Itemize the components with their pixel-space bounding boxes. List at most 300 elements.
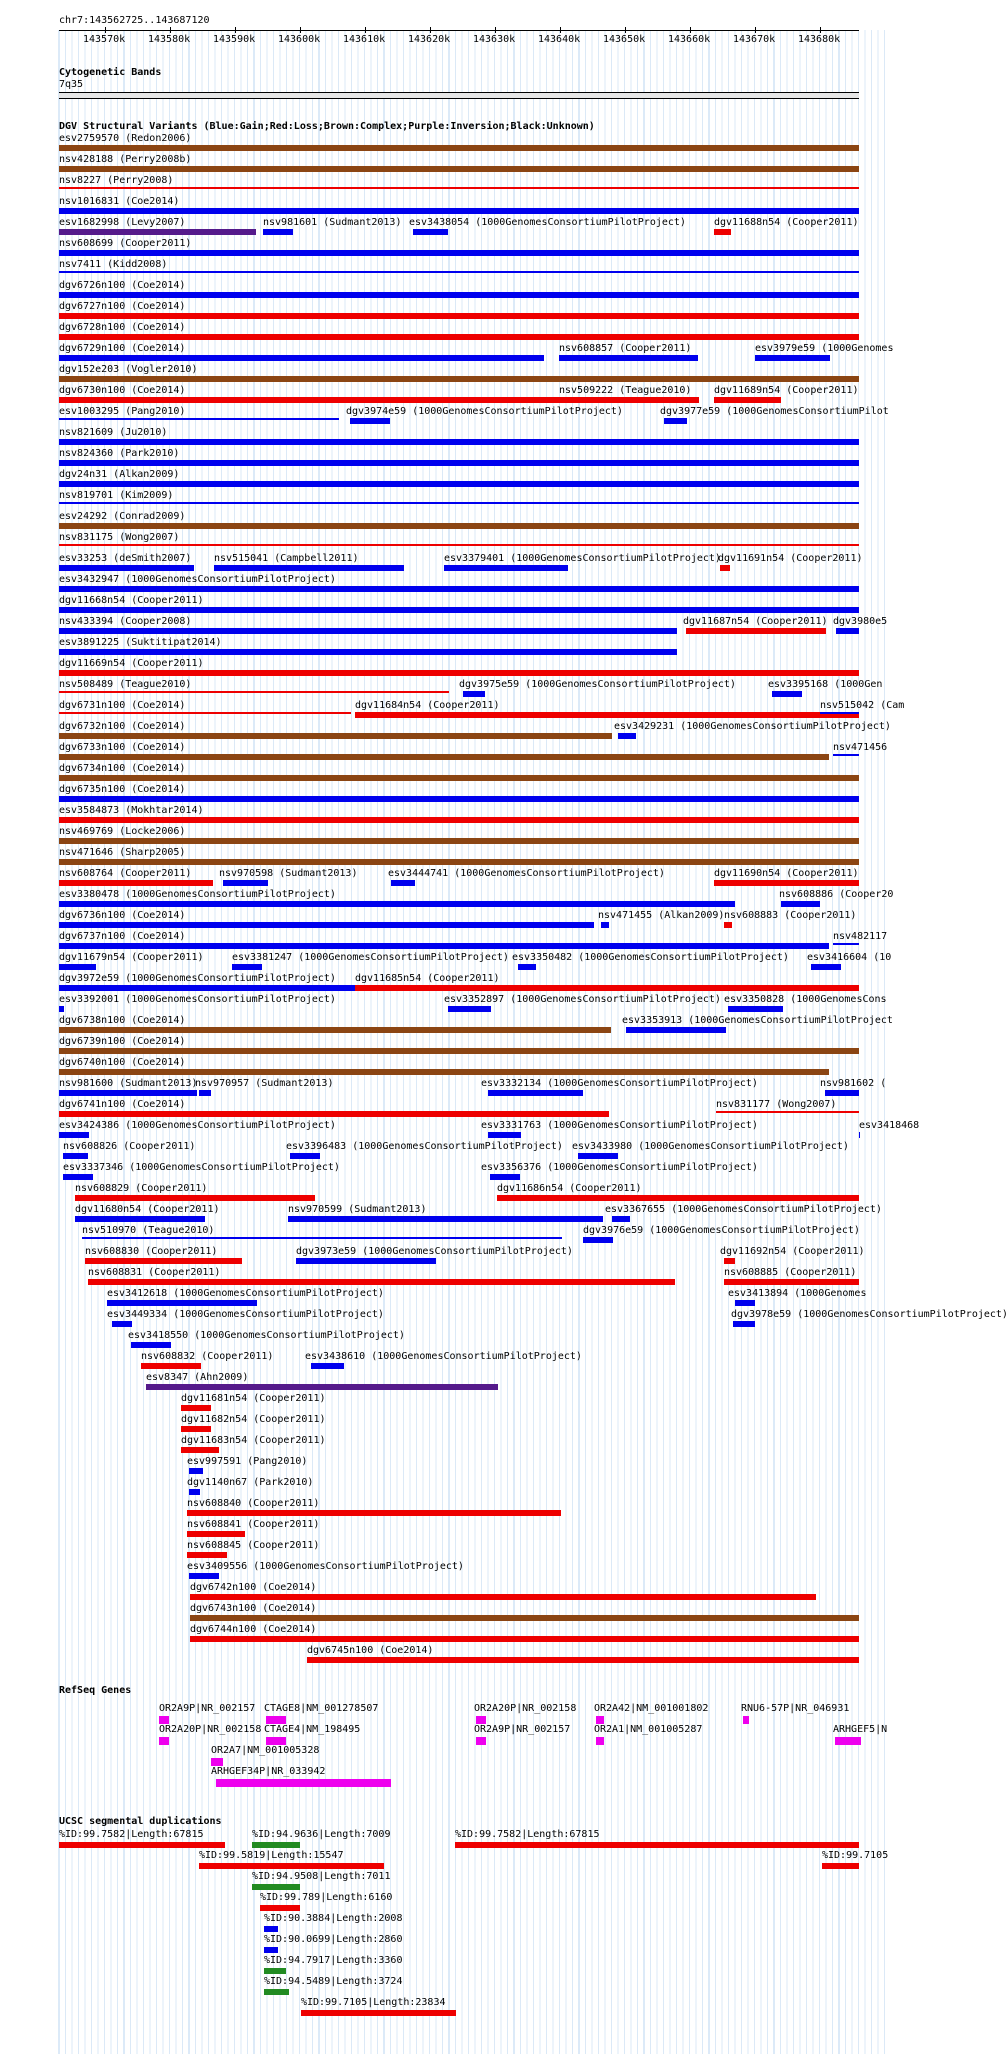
dgv-variant-bar[interactable] bbox=[59, 355, 544, 361]
dgv-variant-label: esv3418550 (1000GenomesConsortiumPilotProject) bbox=[128, 1330, 405, 1341]
dgv-variant-label: dgv3974e59 (1000GenomesConsortiumPilotProject) bbox=[346, 406, 623, 417]
dgv-variant-bar[interactable] bbox=[488, 1132, 521, 1138]
dgv-variant-label: dgv11688n54 (Cooper2011) bbox=[714, 217, 859, 228]
ruler-tick-label: 143620k bbox=[408, 34, 451, 45]
dgv-variant-label: nsv981602 ( bbox=[820, 1078, 887, 1089]
dgv-variant-label: dgv6736n100 (Coe2014) bbox=[59, 910, 186, 921]
refseq-gene-label: OR2A7|NM_001005328 bbox=[211, 1745, 320, 1756]
dgv-variant-bar[interactable] bbox=[716, 1111, 859, 1113]
segdup-bar[interactable] bbox=[455, 1842, 859, 1848]
dgv-variant-label: esv3380478 (1000GenomesConsortiumPilotProject) bbox=[59, 889, 336, 900]
cytoband-border[interactable] bbox=[59, 92, 859, 93]
dgv-variant-label: esv3979e59 (1000Genomes bbox=[755, 343, 894, 354]
dgv-variant-label: esv3444741 (1000GenomesConsortiumPilotProject) bbox=[388, 868, 665, 879]
dgv-variant-label: dgv24n31 (Alkan2009) bbox=[59, 469, 180, 480]
dgv-variant-label: nsv471455 (Alkan2009) bbox=[598, 910, 725, 921]
refseq-gene-bar[interactable] bbox=[835, 1737, 861, 1745]
refseq-gene-bar[interactable] bbox=[476, 1737, 486, 1745]
dgv-variant-label: esv3331763 (1000GenomesConsortiumPilotProject) bbox=[481, 1120, 758, 1131]
dgv-variant-bar[interactable] bbox=[413, 229, 448, 235]
dgv-variant-bar[interactable] bbox=[612, 1216, 630, 1222]
cytoband-border[interactable] bbox=[59, 98, 859, 99]
dgv-variant-label: nsv7411 (Kidd2008) bbox=[59, 259, 168, 270]
dgv-variant-bar[interactable] bbox=[59, 481, 859, 487]
dgv-variant-label: dgv3976e59 (1000GenomesConsortiumPilotProject) bbox=[583, 1225, 860, 1236]
dgv-variant-bar[interactable] bbox=[836, 628, 859, 634]
segdup-bar[interactable] bbox=[199, 1863, 384, 1869]
ruler-tick[interactable] bbox=[430, 27, 431, 33]
dgv-variant-bar[interactable] bbox=[59, 1048, 859, 1054]
dgv-variant-label: dgv3973e59 (1000GenomesConsortiumPilotProject) bbox=[296, 1246, 573, 1257]
dgv-variant-bar[interactable] bbox=[714, 229, 731, 235]
dgv-variant-bar[interactable] bbox=[307, 1657, 859, 1663]
dgv-variant-bar[interactable] bbox=[59, 1027, 611, 1033]
dgv-variant-label: dgv11683n54 (Cooper2011) bbox=[181, 1435, 326, 1446]
dgv-variant-bar[interactable] bbox=[59, 523, 859, 529]
dgv-variant-label: nsv608885 (Cooper2011) bbox=[724, 1267, 857, 1278]
dgv-variant-label: dgv6737n100 (Coe2014) bbox=[59, 931, 186, 942]
dgv-variant-label: nsv8227 (Perry2008) bbox=[59, 175, 174, 186]
dgv-variant-bar[interactable] bbox=[214, 565, 404, 571]
dgv-variant-bar[interactable] bbox=[724, 1279, 859, 1285]
dgv-variant-label: nsv970957 (Sudmant2013) bbox=[195, 1078, 334, 1089]
dgv-variant-bar[interactable] bbox=[601, 922, 609, 928]
dgv-variant-label: nsv608764 (Cooper2011) bbox=[59, 868, 192, 879]
dgv-variant-bar[interactable] bbox=[618, 733, 636, 739]
dgv-variant-bar[interactable] bbox=[59, 1132, 89, 1138]
segdup-label: %ID:99.789|Length:6160 bbox=[260, 1892, 393, 1903]
dgv-variant-bar[interactable] bbox=[686, 628, 826, 634]
dgv-variant-label: dgv6739n100 (Coe2014) bbox=[59, 1036, 186, 1047]
dgv-variant-bar[interactable] bbox=[88, 1279, 675, 1285]
dgv-variant-label: dgv6729n100 (Coe2014) bbox=[59, 343, 186, 354]
ruler-tick-label: 143670k bbox=[733, 34, 776, 45]
dgv-variant-label: dgv11686n54 (Cooper2011) bbox=[497, 1183, 642, 1194]
dgv-variant-bar[interactable] bbox=[59, 250, 859, 256]
dgv-variant-label: dgv6728n100 (Coe2014) bbox=[59, 322, 186, 333]
ruler-tick[interactable] bbox=[235, 27, 236, 33]
dgv-variant-bar[interactable] bbox=[146, 1384, 498, 1390]
track-title-segdup: UCSC segmental duplications bbox=[59, 1816, 222, 1827]
dgv-variant-bar[interactable] bbox=[75, 1216, 205, 1222]
dgv-variant-bar[interactable] bbox=[448, 1006, 491, 1012]
dgv-variant-label: nsv821609 (Ju2010) bbox=[59, 427, 168, 438]
segdup-bar[interactable] bbox=[264, 1926, 278, 1932]
ruler-tick[interactable] bbox=[300, 27, 301, 33]
segdup-bar[interactable] bbox=[301, 2010, 456, 2016]
dgv-variant-label: esv3395168 (1000Gen bbox=[768, 679, 883, 690]
dgv-variant-bar[interactable] bbox=[59, 922, 594, 928]
dgv-variant-label: esv3584873 (Mokhtar2014) bbox=[59, 805, 204, 816]
dgv-variant-label: dgv6727n100 (Coe2014) bbox=[59, 301, 186, 312]
dgv-variant-label: esv3429231 (1000GenomesConsortiumPilotProject) bbox=[614, 721, 891, 732]
dgv-variant-label: esv3367655 (1000GenomesConsortiumPilotProject) bbox=[605, 1204, 882, 1215]
refseq-gene-label: CTAGE8|NM_001278507 bbox=[264, 1703, 379, 1714]
dgv-variant-bar[interactable] bbox=[181, 1426, 211, 1432]
track-title-dgv: DGV Structural Variants (Blue:Gain;Red:Loss;Brown:Complex;Purple:Inversion;Black:Unknown) bbox=[59, 121, 595, 132]
dgv-variant-bar[interactable] bbox=[187, 1552, 227, 1558]
dgv-variant-bar[interactable] bbox=[664, 418, 687, 424]
dgv-variant-label: esv3332134 (1000GenomesConsortiumPilotProject) bbox=[481, 1078, 758, 1089]
dgv-variant-bar[interactable] bbox=[820, 712, 859, 714]
dgv-variant-bar[interactable] bbox=[59, 880, 213, 886]
dgv-variant-bar[interactable] bbox=[714, 397, 781, 403]
dgv-variant-bar[interactable] bbox=[59, 1069, 829, 1075]
dgv-variant-bar[interactable] bbox=[59, 544, 859, 546]
dgv-variant-label: dgv11679n54 (Cooper2011) bbox=[59, 952, 204, 963]
refseq-gene-label: OR2A1|NM_001005287 bbox=[594, 1724, 703, 1735]
dgv-variant-label: nsv1016831 (Coe2014) bbox=[59, 196, 180, 207]
dgv-variant-bar[interactable] bbox=[59, 754, 829, 760]
ruler-tick[interactable] bbox=[495, 27, 496, 33]
ruler-tick[interactable] bbox=[820, 27, 821, 33]
dgv-variant-bar[interactable] bbox=[583, 1237, 613, 1243]
dgv-variant-label: nsv608886 (Cooper20 bbox=[779, 889, 894, 900]
dgv-variant-label: esv3392001 (1000GenomesConsortiumPilotProject) bbox=[59, 994, 336, 1005]
ruler-axis[interactable] bbox=[59, 30, 859, 31]
dgv-variant-label: dgv6743n100 (Coe2014) bbox=[190, 1603, 317, 1614]
dgv-variant-label: esv3409556 (1000GenomesConsortiumPilotProject) bbox=[187, 1561, 464, 1572]
dgv-variant-bar[interactable] bbox=[559, 355, 698, 361]
ruler-tick-label: 143570k bbox=[83, 34, 126, 45]
dgv-variant-label: esv3449334 (1000GenomesConsortiumPilotProject) bbox=[107, 1309, 384, 1320]
dgv-variant-bar[interactable] bbox=[724, 1258, 735, 1264]
ruler-tick-label: 143680k bbox=[798, 34, 841, 45]
dgv-variant-label: nsv608883 (Cooper2011) bbox=[724, 910, 857, 921]
dgv-variant-label: dgv3977e59 (1000GenomesConsortiumPilot bbox=[660, 406, 889, 417]
segdup-bar[interactable] bbox=[252, 1884, 300, 1890]
dgv-variant-label: dgv6735n100 (Coe2014) bbox=[59, 784, 186, 795]
dgv-variant-label: dgv6742n100 (Coe2014) bbox=[190, 1582, 317, 1593]
dgv-variant-bar[interactable] bbox=[833, 754, 859, 756]
dgv-variant-bar[interactable] bbox=[59, 670, 859, 676]
dgv-variant-label: dgv11669n54 (Cooper2011) bbox=[59, 658, 204, 669]
dgv-variant-bar[interactable] bbox=[444, 565, 568, 571]
dgv-variant-label: dgv11692n54 (Cooper2011) bbox=[720, 1246, 865, 1257]
dgv-variant-bar[interactable] bbox=[355, 985, 859, 991]
refseq-gene-bar[interactable] bbox=[159, 1716, 169, 1724]
dgv-variant-label: esv3418468 bbox=[859, 1120, 920, 1131]
dgv-variant-label: dgv11680n54 (Cooper2011) bbox=[75, 1204, 220, 1215]
dgv-variant-bar[interactable] bbox=[59, 1111, 609, 1117]
dgv-variant-bar[interactable] bbox=[720, 565, 730, 571]
dgv-variant-label: dgv11668n54 (Cooper2011) bbox=[59, 595, 204, 606]
dgv-variant-bar[interactable] bbox=[355, 712, 859, 718]
dgv-variant-bar[interactable] bbox=[59, 838, 859, 844]
refseq-gene-bar[interactable] bbox=[266, 1716, 286, 1724]
dgv-variant-label: dgv6733n100 (Coe2014) bbox=[59, 742, 186, 753]
dgv-variant-label: dgv6741n100 (Coe2014) bbox=[59, 1099, 186, 1110]
segdup-bar[interactable] bbox=[252, 1842, 300, 1848]
dgv-variant-bar[interactable] bbox=[290, 1153, 320, 1159]
segdup-bar[interactable] bbox=[260, 1905, 300, 1911]
dgv-variant-label: esv3353913 (1000GenomesConsortiumPilotProject bbox=[622, 1015, 893, 1026]
dgv-variant-bar[interactable] bbox=[488, 1090, 583, 1096]
segdup-label: %ID:99.7582|Length:67815 bbox=[455, 1829, 600, 1840]
dgv-variant-label: nsv608699 (Cooper2011) bbox=[59, 238, 192, 249]
dgv-variant-bar[interactable] bbox=[859, 1132, 860, 1138]
dgv-variant-bar[interactable] bbox=[59, 439, 859, 445]
dgv-variant-bar[interactable] bbox=[59, 418, 339, 420]
dgv-variant-bar[interactable] bbox=[189, 1468, 203, 1474]
dgv-variant-label: dgv11684n54 (Cooper2011) bbox=[355, 700, 500, 711]
segdup-label: %ID:99.5819|Length:15547 bbox=[199, 1850, 344, 1861]
refseq-gene-bar[interactable] bbox=[743, 1716, 749, 1724]
dgv-variant-label: dgv11685n54 (Cooper2011) bbox=[355, 973, 500, 984]
dgv-variant-bar[interactable] bbox=[59, 964, 96, 970]
dgv-variant-bar[interactable] bbox=[59, 691, 449, 693]
dgv-variant-bar[interactable] bbox=[559, 397, 699, 403]
dgv-variant-bar[interactable] bbox=[735, 1300, 755, 1306]
dgv-variant-bar[interactable] bbox=[59, 712, 351, 714]
dgv-variant-label: dgv6731n100 (Coe2014) bbox=[59, 700, 186, 711]
ruler-tick[interactable] bbox=[365, 27, 366, 33]
ruler-tick-label: 143580k bbox=[148, 34, 191, 45]
dgv-variant-bar[interactable] bbox=[463, 691, 485, 697]
dgv-variant-bar[interactable] bbox=[223, 880, 268, 886]
dgv-variant-bar[interactable] bbox=[59, 460, 859, 466]
dgv-variant-bar[interactable] bbox=[728, 1006, 783, 1012]
dgv-variant-bar[interactable] bbox=[59, 1006, 64, 1012]
dgv-variant-bar[interactable] bbox=[490, 1174, 520, 1180]
dgv-variant-label: esv3350482 (1000GenomesConsortiumPilotProject) bbox=[512, 952, 789, 963]
dgv-variant-label: nsv509222 (Teague2010) bbox=[559, 385, 692, 396]
refseq-gene-label: CTAGE4|NM_198495 bbox=[264, 1724, 361, 1735]
segdup-bar[interactable] bbox=[822, 1863, 859, 1869]
dgv-variant-bar[interactable] bbox=[181, 1405, 211, 1411]
dgv-variant-label: dgv3980e5 bbox=[833, 616, 888, 627]
dgv-variant-label: nsv471456 bbox=[833, 742, 888, 753]
dgv-variant-bar[interactable] bbox=[59, 628, 677, 634]
segdup-label: %ID:94.7917|Length:3360 bbox=[264, 1955, 403, 1966]
dgv-variant-bar[interactable] bbox=[189, 1489, 200, 1495]
refseq-gene-bar[interactable] bbox=[266, 1737, 286, 1745]
dgv-variant-label: nsv608832 (Cooper2011) bbox=[141, 1351, 274, 1362]
ruler-tick-label: 143610k bbox=[343, 34, 386, 45]
dgv-variant-bar[interactable] bbox=[181, 1447, 219, 1453]
dgv-variant-bar[interactable] bbox=[781, 901, 820, 907]
dgv-variant-label: nsv981600 (Sudmant2013) bbox=[59, 1078, 198, 1089]
dgv-variant-bar[interactable] bbox=[59, 1090, 197, 1096]
dgv-variant-label: nsv608830 (Cooper2011) bbox=[85, 1246, 218, 1257]
ruler-tick[interactable] bbox=[170, 27, 171, 33]
dgv-variant-bar[interactable] bbox=[59, 943, 829, 949]
dgv-variant-label: dgv11690n54 (Cooper2011) bbox=[714, 868, 859, 879]
dgv-variant-bar[interactable] bbox=[288, 1216, 603, 1222]
dgv-variant-bar[interactable] bbox=[190, 1615, 859, 1621]
dgv-variant-label: dgv11689n54 (Cooper2011) bbox=[714, 385, 859, 396]
dgv-variant-bar[interactable] bbox=[772, 691, 802, 697]
dgv-variant-label: dgv11681n54 (Cooper2011) bbox=[181, 1393, 326, 1404]
dgv-variant-bar[interactable] bbox=[59, 565, 194, 571]
dgv-variant-bar[interactable] bbox=[59, 145, 859, 151]
dgv-variant-label: nsv608826 (Cooper2011) bbox=[63, 1141, 196, 1152]
dgv-variant-label: dgv3975e59 (1000GenomesConsortiumPilotProject) bbox=[459, 679, 736, 690]
dgv-variant-label: nsv608857 (Cooper2011) bbox=[559, 343, 692, 354]
dgv-variant-bar[interactable] bbox=[131, 1342, 171, 1348]
dgv-variant-label: nsv608829 (Cooper2011) bbox=[75, 1183, 208, 1194]
refseq-gene-bar[interactable] bbox=[596, 1716, 604, 1724]
refseq-gene-bar[interactable] bbox=[596, 1737, 604, 1745]
dgv-variant-bar[interactable] bbox=[578, 1153, 618, 1159]
ruler-tick[interactable] bbox=[755, 27, 756, 33]
dgv-variant-bar[interactable] bbox=[59, 502, 859, 504]
dgv-variant-bar[interactable] bbox=[59, 376, 859, 382]
refseq-gene-label: RNU6-57P|NR_046931 bbox=[741, 1703, 850, 1714]
dgv-variant-bar[interactable] bbox=[59, 649, 677, 655]
dgv-variant-bar[interactable] bbox=[733, 1321, 755, 1327]
dgv-variant-bar[interactable] bbox=[833, 943, 859, 945]
dgv-variant-label: dgv6740n100 (Coe2014) bbox=[59, 1057, 186, 1068]
segdup-bar[interactable] bbox=[59, 1842, 225, 1848]
dgv-variant-label: dgv152e203 (Vogler2010) bbox=[59, 364, 198, 375]
dgv-variant-label: dgv11682n54 (Cooper2011) bbox=[181, 1414, 326, 1425]
segdup-label: %ID:99.7582|Length:67815 bbox=[59, 1829, 204, 1840]
ruler-tick[interactable] bbox=[105, 27, 106, 33]
dgv-variant-label: dgv6726n100 (Coe2014) bbox=[59, 280, 186, 291]
dgv-variant-bar[interactable] bbox=[714, 880, 859, 886]
ruler-tick[interactable] bbox=[690, 27, 691, 33]
dgv-variant-label: dgv11691n54 (Cooper2011) bbox=[718, 553, 863, 564]
dgv-variant-label: nsv608831 (Cooper2011) bbox=[88, 1267, 221, 1278]
dgv-variant-bar[interactable] bbox=[811, 964, 841, 970]
dgv-variant-bar[interactable] bbox=[311, 1363, 344, 1369]
segdup-bar[interactable] bbox=[264, 1989, 289, 1995]
dgv-variant-bar[interactable] bbox=[59, 166, 859, 172]
dgv-variant-bar[interactable] bbox=[263, 229, 293, 235]
dgv-variant-bar[interactable] bbox=[190, 1636, 859, 1642]
dgv-variant-label: esv8347 (Ahn2009) bbox=[146, 1372, 249, 1383]
dgv-variant-bar[interactable] bbox=[82, 1237, 562, 1239]
ruler-tick-label: 143600k bbox=[278, 34, 321, 45]
dgv-variant-bar[interactable] bbox=[59, 397, 559, 403]
dgv-variant-label: esv24292 (Conrad2009) bbox=[59, 511, 186, 522]
dgv-variant-bar[interactable] bbox=[75, 1195, 315, 1201]
ruler-tick-label: 143640k bbox=[538, 34, 581, 45]
dgv-variant-bar[interactable] bbox=[187, 1531, 245, 1537]
dgv-variant-bar[interactable] bbox=[112, 1321, 132, 1327]
dgv-variant-bar[interactable] bbox=[497, 1195, 859, 1201]
dgv-variant-bar[interactable] bbox=[755, 355, 830, 361]
dgv-variant-label: nsv469769 (Locke2006) bbox=[59, 826, 186, 837]
dgv-variant-label: nsv831177 (Wong2007) bbox=[716, 1099, 837, 1110]
refseq-gene-bar[interactable] bbox=[159, 1737, 169, 1745]
refseq-gene-label: ARHGEF34P|NR_033942 bbox=[211, 1766, 326, 1777]
dgv-variant-label: nsv819701 (Kim2009) bbox=[59, 490, 174, 501]
dgv-variant-bar[interactable] bbox=[350, 418, 390, 424]
dgv-variant-label: esv3352897 (1000GenomesConsortiumPilotProject) bbox=[444, 994, 721, 1005]
segdup-bar[interactable] bbox=[264, 1968, 286, 1974]
dgv-variant-bar[interactable] bbox=[190, 1594, 816, 1600]
dgv-variant-bar[interactable] bbox=[59, 586, 859, 592]
dgv-variant-bar[interactable] bbox=[59, 334, 859, 340]
refseq-gene-bar[interactable] bbox=[476, 1716, 486, 1724]
dgv-variant-bar[interactable] bbox=[59, 901, 735, 907]
dgv-variant-label: nsv824360 (Park2010) bbox=[59, 448, 180, 459]
dgv-variant-label: esv2759570 (Redon2006) bbox=[59, 133, 192, 144]
track-title-refseq: RefSeq Genes bbox=[59, 1685, 132, 1696]
dgv-variant-label: dgv6745n100 (Coe2014) bbox=[307, 1645, 434, 1656]
dgv-variant-label: esv1003295 (Pang2010) bbox=[59, 406, 186, 417]
dgv-variant-bar[interactable] bbox=[626, 1027, 726, 1033]
dgv-variant-bar[interactable] bbox=[724, 922, 732, 928]
dgv-variant-label: esv3438054 (1000GenomesConsortiumPilotProject) bbox=[409, 217, 686, 228]
ruler-tick[interactable] bbox=[625, 27, 626, 33]
dgv-variant-bar[interactable] bbox=[63, 1153, 88, 1159]
dgv-variant-label: nsv831175 (Wong2007) bbox=[59, 532, 180, 543]
dgv-variant-label: esv3379401 (1000GenomesConsortiumPilotProject) bbox=[444, 553, 721, 564]
dgv-variant-bar[interactable] bbox=[825, 1090, 859, 1096]
dgv-variant-label: esv3416604 (10 bbox=[807, 952, 892, 963]
dgv-variant-bar[interactable] bbox=[518, 964, 536, 970]
ruler-tick[interactable] bbox=[560, 27, 561, 33]
dgv-variant-label: dgv6730n100 (Coe2014) bbox=[59, 385, 186, 396]
dgv-variant-label: dgv6738n100 (Coe2014) bbox=[59, 1015, 186, 1026]
segdup-label: %ID:99.7105|Length:23834 bbox=[301, 1997, 446, 2008]
dgv-variant-bar[interactable] bbox=[59, 775, 859, 781]
refseq-gene-label: ARHGEF5|N bbox=[833, 1724, 888, 1735]
refseq-gene-label: OR2A9P|NR_002157 bbox=[474, 1724, 571, 1735]
dgv-variant-bar[interactable] bbox=[85, 1258, 242, 1264]
dgv-variant-label: nsv515041 (Campbell2011) bbox=[214, 553, 359, 564]
refseq-gene-bar[interactable] bbox=[216, 1779, 391, 1787]
dgv-variant-bar[interactable] bbox=[59, 817, 859, 823]
dgv-variant-bar[interactable] bbox=[59, 187, 859, 189]
refseq-gene-label: OR2A20P|NR_002158 bbox=[474, 1703, 577, 1714]
dgv-variant-bar[interactable] bbox=[63, 1174, 93, 1180]
dgv-variant-label: nsv482117 bbox=[833, 931, 888, 942]
dgv-variant-label: esv3438610 (1000GenomesConsortiumPilotProject) bbox=[305, 1351, 582, 1362]
dgv-variant-label: nsv433394 (Cooper2008) bbox=[59, 616, 192, 627]
dgv-variant-bar[interactable] bbox=[232, 964, 262, 970]
segdup-bar[interactable] bbox=[264, 1947, 278, 1953]
dgv-variant-bar[interactable] bbox=[189, 1573, 219, 1579]
dgv-variant-bar[interactable] bbox=[296, 1258, 436, 1264]
segdup-label: %ID:99.7105 bbox=[822, 1850, 889, 1861]
dgv-variant-bar[interactable] bbox=[59, 796, 859, 802]
dgv-variant-bar[interactable] bbox=[391, 880, 415, 886]
dgv-variant-bar[interactable] bbox=[59, 607, 859, 613]
dgv-variant-label: esv33253 (deSmith2007) bbox=[59, 553, 192, 564]
dgv-variant-label: nsv508489 (Teague2010) bbox=[59, 679, 192, 690]
dgv-variant-bar[interactable] bbox=[59, 229, 256, 235]
dgv-variant-bar[interactable] bbox=[59, 313, 859, 319]
dgv-variant-label: dgv11687n54 (Cooper2011) bbox=[683, 616, 828, 627]
dgv-variant-bar[interactable] bbox=[107, 1300, 257, 1306]
dgv-variant-bar[interactable] bbox=[59, 859, 859, 865]
dgv-variant-bar[interactable] bbox=[59, 208, 859, 214]
dgv-variant-label: esv3381247 (1000GenomesConsortiumPilotProject) bbox=[232, 952, 509, 963]
segdup-label: %ID:94.9508|Length:7011 bbox=[252, 1871, 391, 1882]
dgv-variant-label: dgv3972e59 (1000GenomesConsortiumPilotProject) bbox=[59, 973, 336, 984]
dgv-variant-label: nsv515042 (Cam bbox=[820, 700, 905, 711]
segdup-label: %ID:94.5489|Length:3724 bbox=[264, 1976, 403, 1987]
dgv-variant-bar[interactable] bbox=[59, 292, 859, 298]
dgv-variant-label: esv3337346 (1000GenomesConsortiumPilotProject) bbox=[63, 1162, 340, 1173]
dgv-variant-bar[interactable] bbox=[59, 733, 612, 739]
dgv-variant-label: esv3350828 (1000GenomesCons bbox=[724, 994, 887, 1005]
dgv-variant-label: dgv6744n100 (Coe2014) bbox=[190, 1624, 317, 1635]
dgv-variant-label: nsv970598 (Sudmant2013) bbox=[219, 868, 358, 879]
dgv-variant-bar[interactable] bbox=[59, 271, 859, 273]
cytoband-label: 7q35 bbox=[59, 79, 84, 90]
dgv-variant-bar[interactable] bbox=[187, 1510, 561, 1516]
dgv-variant-label: nsv608841 (Cooper2011) bbox=[187, 1519, 320, 1530]
dgv-variant-bar[interactable] bbox=[141, 1363, 201, 1369]
refseq-gene-bar[interactable] bbox=[211, 1758, 223, 1766]
refseq-gene-label: OR2A42|NM_001001802 bbox=[594, 1703, 709, 1714]
dgv-variant-bar[interactable] bbox=[199, 1090, 211, 1096]
